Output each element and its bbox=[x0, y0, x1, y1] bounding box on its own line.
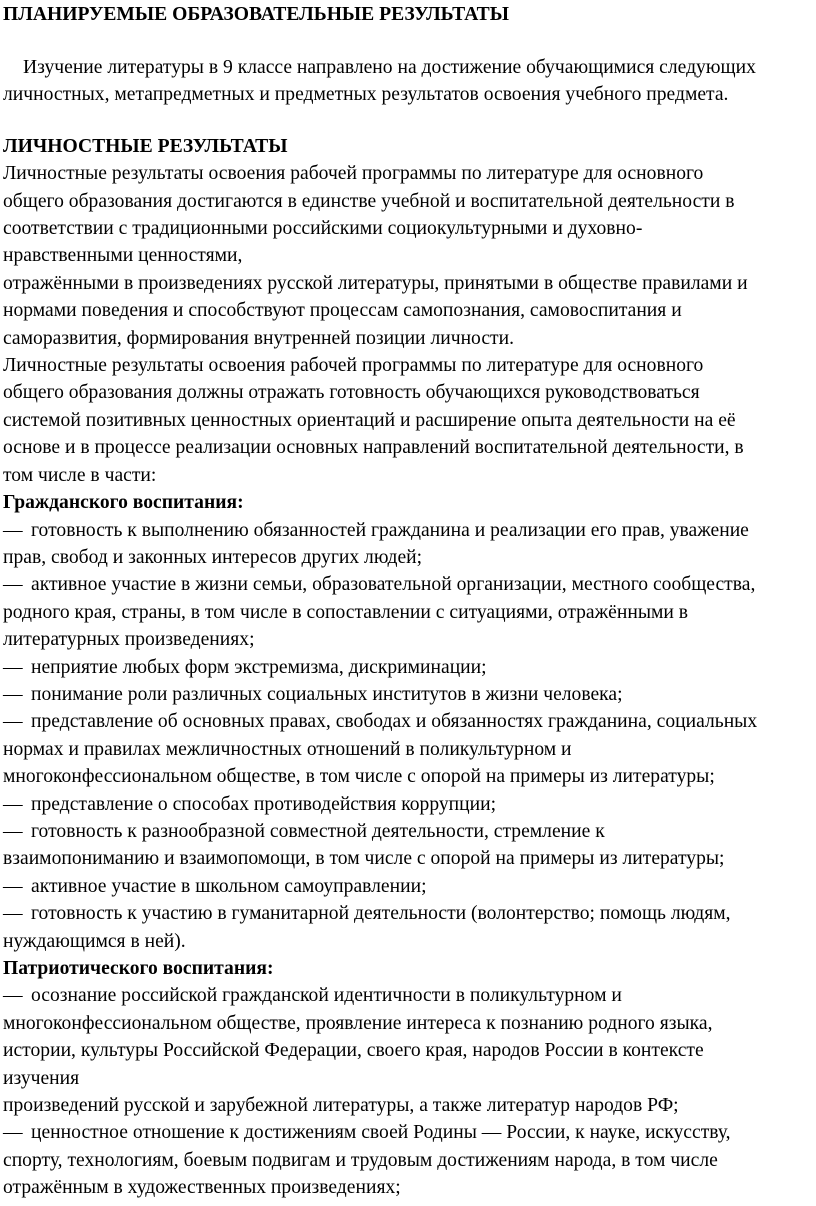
intro-paragraph bbox=[3, 54, 816, 109]
list-item-text: готовность к выполнению обязанностей гражданина и реализации его прав, уважение bbox=[31, 519, 749, 541]
list-item bbox=[3, 818, 816, 873]
list-item-line bbox=[3, 818, 816, 845]
paragraph-line: нравственными ценностями, bbox=[3, 245, 243, 267]
list-item bbox=[3, 517, 816, 572]
list-item-line bbox=[3, 845, 816, 872]
paragraph-line: основе и в процессе реализации основных направлений воспитательной деятельности, в bbox=[3, 437, 744, 459]
page-title: ПЛАНИРУЕМЫЕ ОБРАЗОВАТЕЛЬНЫЕ РЕЗУЛЬТАТЫ bbox=[3, 4, 509, 25]
paragraph-line: Личностные результаты освоения рабочей программы по литературе для основного bbox=[3, 355, 704, 377]
paragraph-line: том числе в части: bbox=[3, 464, 157, 486]
list-item bbox=[3, 873, 816, 900]
list-item-line bbox=[3, 791, 816, 818]
list-item-line bbox=[3, 736, 816, 763]
list-item bbox=[3, 708, 816, 790]
list-item-line bbox=[3, 900, 816, 927]
list-item bbox=[3, 982, 816, 1119]
list-item-text: неприятие любых форм экстремизма, дискриминации; bbox=[31, 656, 487, 678]
paragraph-line: нормами поведения и способствуют процессам самопознания, самовоспитания и bbox=[3, 300, 682, 322]
paragraph-personal-results-1 bbox=[3, 160, 816, 352]
list-item-line bbox=[3, 1065, 816, 1092]
paragraph-line: общего образования должны отражать готовность обучающихся руководствоваться bbox=[3, 382, 700, 404]
list-item-line bbox=[3, 873, 816, 900]
list-item-text: спорту, технологиям, боевым подвигам и трудовым достижениям народа, в том числе bbox=[3, 1149, 718, 1171]
paragraph-personal-results-2 bbox=[3, 352, 816, 489]
list-item bbox=[3, 681, 816, 708]
em-dash-bullet: — bbox=[3, 711, 23, 733]
civic-education-list bbox=[3, 517, 816, 956]
em-dash-bullet: — bbox=[3, 793, 23, 815]
list-item-line bbox=[3, 517, 816, 544]
list-item-text: взаимопониманию и взаимопомощи, в том числе с опорой на примеры из литературы; bbox=[3, 848, 725, 870]
paragraph-line: отражёнными в произведениях русской литературы, принятыми в обществе правилами и bbox=[3, 272, 748, 294]
list-item-text: понимание роли различных социальных институтов в жизни человека; bbox=[31, 683, 623, 705]
intro-line: личностных, метапредметных и предметных результатов освоения учебного предмета. bbox=[3, 84, 729, 106]
patriotic-education-list bbox=[3, 982, 816, 1201]
list-item-text: ценностное отношение к достижениям своей Родины — России, к науке, искусству, bbox=[31, 1122, 731, 1144]
list-item-line bbox=[3, 1092, 816, 1119]
list-item-text: многоконфессиональном обществе, в том числе с опорой на примеры из литературы; bbox=[3, 766, 715, 788]
list-item-line bbox=[3, 708, 816, 735]
list-item-text: истории, культуры Российской Федерации, своего края, народов России в контексте bbox=[3, 1040, 704, 1062]
em-dash-bullet: — bbox=[3, 903, 23, 925]
em-dash-bullet: — bbox=[3, 656, 23, 678]
list-item bbox=[3, 571, 816, 653]
paragraph-line: саморазвития, формирования внутренней позиции личности. bbox=[3, 327, 514, 349]
list-item-line bbox=[3, 571, 816, 598]
em-dash-bullet: — bbox=[3, 519, 23, 541]
list-item-line bbox=[3, 1147, 816, 1174]
list-item-text: литературных произведениях; bbox=[3, 629, 255, 651]
list-item-line bbox=[3, 1037, 816, 1064]
list-item bbox=[3, 900, 816, 955]
list-item-text: прав, свобод и законных интересов других людей; bbox=[3, 546, 423, 568]
list-item-line bbox=[3, 544, 816, 571]
em-dash-bullet: — bbox=[3, 574, 23, 596]
list-item bbox=[3, 791, 816, 818]
list-item-text: многоконфессиональном обществе, проявление интереса к познанию родного языка, bbox=[3, 1012, 713, 1034]
em-dash-bullet: — bbox=[3, 875, 23, 897]
list-item-line bbox=[3, 928, 816, 955]
list-item-text: готовность к разнообразной совместной деятельности, стремление к bbox=[31, 820, 605, 842]
list-item-text: осознание российской гражданской идентичности в поликультурном и bbox=[31, 985, 622, 1007]
list-item-text: изучения bbox=[3, 1067, 80, 1089]
list-item bbox=[3, 1119, 816, 1201]
subheading-civic-education: Гражданского воспитания: bbox=[3, 492, 244, 514]
list-item bbox=[3, 654, 816, 681]
intro-line: Изучение литературы в 9 классе направлено на достижение обучающимися следующих bbox=[23, 57, 756, 78]
list-item-line bbox=[3, 599, 816, 626]
list-item-text: готовность к участию в гуманитарной деятельности (волонтерство; помощь людям, bbox=[31, 903, 731, 925]
em-dash-bullet: — bbox=[3, 683, 23, 705]
em-dash-bullet: — bbox=[3, 985, 23, 1007]
list-item-text: нуждающимся в ней). bbox=[3, 930, 186, 952]
list-item-line bbox=[3, 654, 816, 681]
list-item-text: произведений русской и зарубежной литературы, а также литератур народов РФ; bbox=[3, 1095, 679, 1117]
paragraph-line: общего образования достигаются в единстве учебной и воспитательной деятельности в bbox=[3, 190, 735, 212]
paragraph-line: Личностные результаты освоения рабочей программы по литературе для основного bbox=[3, 163, 704, 185]
list-item-text: представление об основных правах, свободах и обязанностях гражданина, социальных bbox=[31, 711, 758, 733]
list-item-line bbox=[3, 982, 816, 1009]
list-item-text: активное участие в школьном самоуправлении; bbox=[31, 875, 427, 897]
em-dash-bullet: — bbox=[3, 820, 23, 842]
subheading-patriotic-education: Патриотического воспитания: bbox=[3, 958, 274, 979]
list-item-text: нормах и правилах межличностных отношений в поликультурном и bbox=[3, 738, 572, 760]
paragraph-line: соответствии с традиционными российскими социокультурными и духовно- bbox=[3, 218, 643, 240]
list-item-text: представление о способах противодействия коррупции; bbox=[31, 793, 497, 815]
list-item-line bbox=[3, 1174, 816, 1201]
list-item-text: родного края, страны, в том числе в сопоставлении с ситуациями, отражёнными в bbox=[3, 601, 689, 623]
section-heading-personal-results: ЛИЧНОСТНЫЕ РЕЗУЛЬТАТЫ bbox=[3, 135, 288, 157]
list-item-line bbox=[3, 1119, 816, 1146]
paragraph-line: системой позитивных ценностных ориентаций и расширение опыта деятельности на её bbox=[3, 409, 736, 431]
list-item-text: активное участие в жизни семьи, образовательной организации, местного сообщества, bbox=[31, 574, 756, 596]
list-item-line bbox=[3, 1010, 816, 1037]
list-item-line bbox=[3, 681, 816, 708]
list-item-line bbox=[3, 626, 816, 653]
list-item-text: отражённым в художественных произведениях; bbox=[3, 1177, 401, 1199]
em-dash-bullet: — bbox=[3, 1122, 23, 1144]
list-item-line bbox=[3, 763, 816, 790]
